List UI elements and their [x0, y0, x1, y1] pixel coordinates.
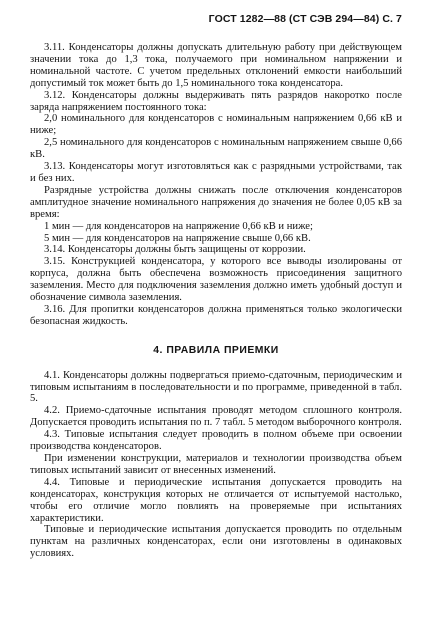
paragraph-3-12-item-1: 2,0 номинального для конденсаторов с номинальным напряжением 0,66 кВ и ниже;	[30, 113, 402, 137]
paragraph-4-3: 4.3. Типовые испытания следует проводить в полном объеме при освоении производства конденсаторов.	[30, 429, 402, 453]
paragraph-3-13: 3.13. Конденсаторы могут изготовляться как с разрядными устройствами, так и без них.	[30, 161, 402, 184]
paragraph-3-12: 3.12. Конденсаторы должны выдерживать пять разрядов накоротко после заряда напряжением постоянного тока:	[30, 89, 402, 113]
paragraph-discharge-item-1: 1 мин — для конденсаторов на напряжение 0,66 кВ и ниже;	[44, 220, 313, 232]
paragraph-4-4: 4.4. Типовые и периодические испытания допускается проводить на конденсаторах, конструкция которых не отличается от испытуемой настолько, чтобы его отличие могло повлиять на проверяемые при испытаниях характеристики.	[30, 476, 402, 524]
paragraph-4-3-changes: При изменении конструкции, материалов и технологии производства объем типовых испытаний зависит от внесенных изменений.	[30, 453, 402, 476]
paragraph-discharge-item-2: 5 мин — для конденсаторов на напряжение свыше 0,66 кВ.	[44, 232, 311, 244]
paragraph-4-1: 4.1. Конденсаторы должны подвергаться приемо-сдаточным, периодическим и типовым испытаниям в последовательности и по программе, приведенной в табл. 5.	[30, 369, 402, 405]
page-header: ГОСТ 1282—88 (СТ СЭВ 294—84) С. 7	[208, 13, 402, 25]
section-title: 4. ПРАВИЛА ПРИЕМКИ	[153, 344, 279, 356]
paragraph-4-4-separate: Типовые и периодические испытания допускается проводить по отдельным пунктам на различных конденсаторах, если они изготовлены в одинаковых условиях.	[30, 524, 402, 560]
paragraph-3-12-item-2: 2,5 номинального для конденсаторов с номинальным напряжением свыше 0,66 кВ.	[30, 137, 402, 161]
paragraph-4-2: 4.2. Приемо-сдаточные испытания проводят методом сплошного контроля. Допускается проводить испытания по п. 7 табл. 5 методом выборочного контроля.	[30, 405, 402, 429]
paragraph-3-16: 3.16. Для пропитки конденсаторов должна применяться только экологически безопасная жидкость.	[30, 303, 402, 327]
paragraph-3-15: 3.15. Конструкцией конденсатора, у которого все выводы изолированы от корпуса, должна быть обеспечена возможность присоединения защитного заземления. Место для подключения заземления должно иметь удобный доступ и обозначение символа заземления.	[30, 256, 402, 304]
document-body	[30, 42, 402, 560]
paragraph-3-11: 3.11. Конденсаторы должны допускать длительную работу при действующем значении тока до 1,3 тока, получаемого при номинальном напряжении и номинальной частоте. С учетом предельных отклонений емкости наибольший допустимый ток может быть до 1,5 номинального тока конденсатора.	[30, 42, 402, 89]
paragraph-3-14: 3.14. Конденсаторы должны быть защищены от коррозии.	[44, 244, 306, 256]
paragraph-discharge-devices: Разрядные устройства должны снижать после отключения конденсаторов амплитудное значение номинального напряжения до значения не более 0,05 кВ за время:	[30, 184, 402, 220]
